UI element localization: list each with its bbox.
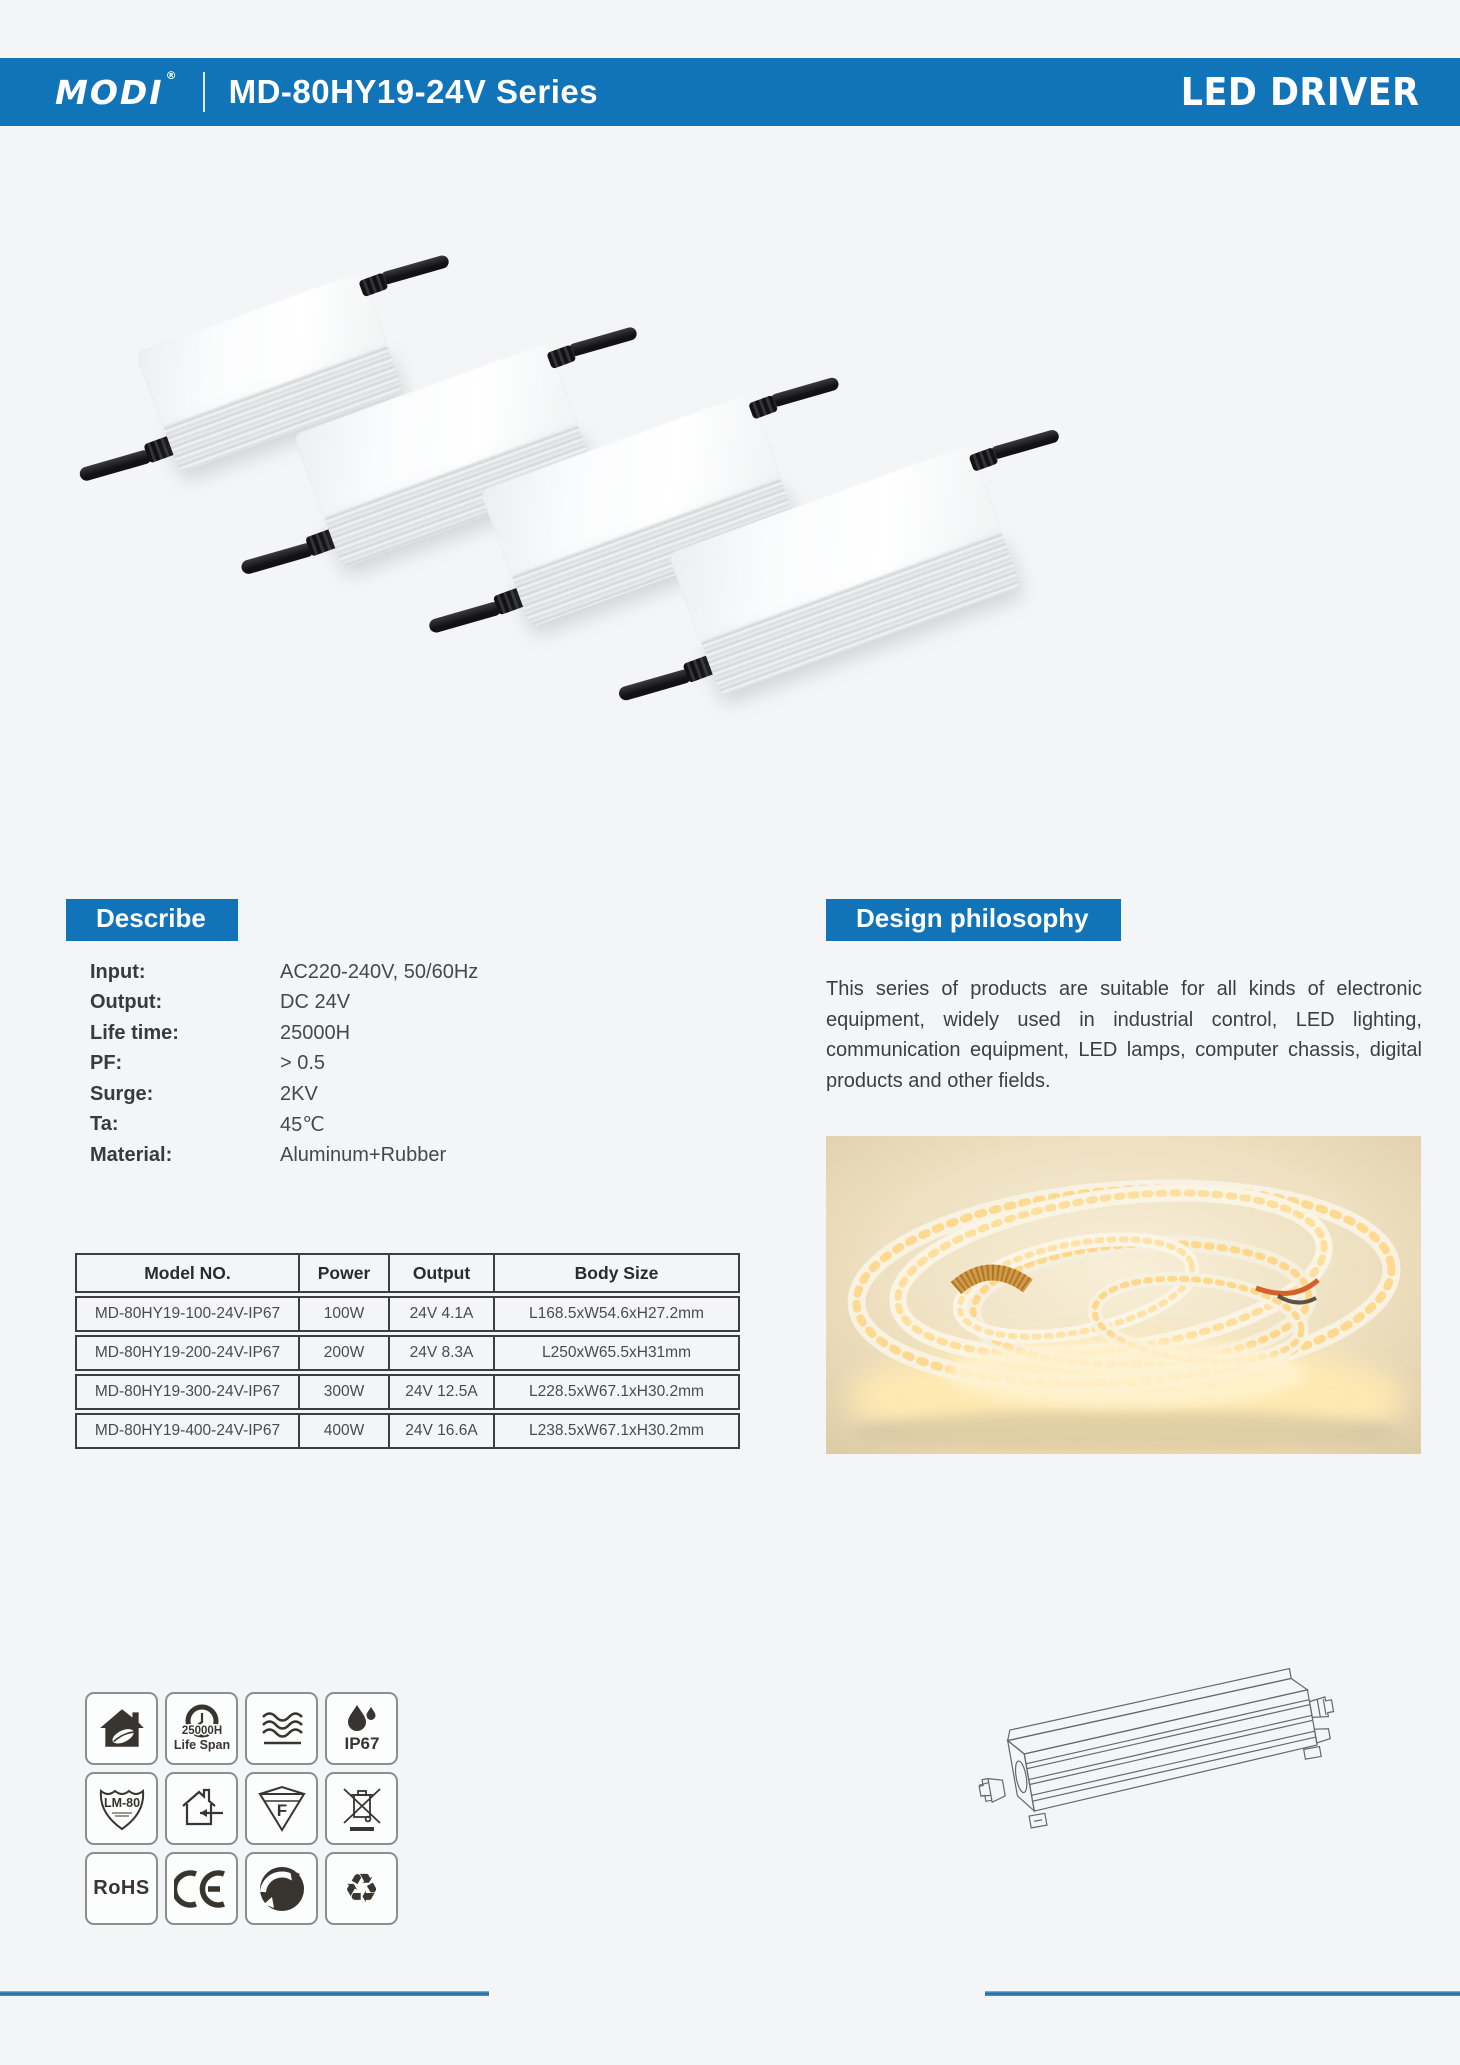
spec-row-pf <box>90 1049 650 1080</box>
spec-label: Material: <box>90 1143 173 1166</box>
product-type-label: LED DRIVER <box>1181 70 1420 114</box>
weee-bin-icon <box>325 1772 398 1845</box>
cell-model: MD-80HY19-300-24V-IP67 <box>75 1374 300 1410</box>
certification-icon-grid <box>85 1692 398 1925</box>
cell-power: 300W <box>300 1374 390 1410</box>
cell-model: MD-80HY19-400-24V-IP67 <box>75 1413 300 1449</box>
spec-value: Aluminum+Rubber <box>280 1143 447 1166</box>
cell-bodysize: L238.5xW67.1xH30.2mm <box>495 1413 740 1449</box>
rohs-label: RoHS <box>93 1877 150 1899</box>
cell-bodysize: L228.5xW67.1xH30.2mm <box>495 1374 740 1410</box>
cable-right <box>379 254 450 286</box>
cell-output: 24V 4.1A <box>390 1296 495 1332</box>
spec-row-ta <box>90 1110 650 1141</box>
lifespan-icon <box>165 1692 238 1765</box>
cable-left <box>617 668 692 702</box>
spec-label: Ta: <box>90 1113 119 1136</box>
lifespan-text-label: Life Span <box>173 1737 230 1752</box>
model-table <box>75 1250 740 1452</box>
col-header-model: Model NO. <box>75 1253 300 1293</box>
cable-left <box>428 601 503 635</box>
footer-rule-right <box>985 1991 1460 1996</box>
rohs-icon <box>85 1852 158 1925</box>
table-header-row <box>75 1253 740 1293</box>
cell-model: MD-80HY19-200-24V-IP67 <box>75 1335 300 1371</box>
footer-rule-left <box>0 1991 489 1996</box>
lm80-shield-icon <box>85 1772 158 1845</box>
cable-gland-right <box>358 272 388 297</box>
spec-label: Life time: <box>90 1021 179 1044</box>
spec-list <box>90 957 650 1171</box>
cable-right <box>769 377 840 409</box>
col-header-power: Power <box>300 1253 390 1293</box>
spec-value: AC220-240V, 50/60Hz <box>280 960 479 983</box>
led-strip-illustration <box>826 1136 1421 1454</box>
cell-bodysize: L168.5xW54.6xH27.2mm <box>495 1296 740 1332</box>
spec-value: DC 24V <box>280 991 351 1014</box>
eco-house-icon <box>85 1692 158 1765</box>
cell-output: 24V 12.5A <box>390 1374 495 1410</box>
spec-value: 25000H <box>280 1021 351 1044</box>
header-bar <box>0 58 1460 126</box>
col-header-output: Output <box>390 1253 495 1293</box>
ip67-label: IP67 <box>344 1733 379 1753</box>
spec-row-input <box>90 957 650 988</box>
cable-right <box>567 326 638 358</box>
spec-label: Input: <box>90 960 146 983</box>
spec-value: 45℃ <box>280 1114 325 1137</box>
cell-power: 100W <box>300 1296 390 1332</box>
lifespan-hours-label: 25000H <box>181 1724 222 1737</box>
cell-model: MD-80HY19-100-24V-IP67 <box>75 1296 300 1332</box>
f-mark-icon <box>245 1772 318 1845</box>
driver-line-drawing <box>972 1652 1357 1847</box>
table-row <box>75 1335 740 1371</box>
spec-label: Surge: <box>90 1082 154 1105</box>
spec-row-surge <box>90 1079 650 1110</box>
table-row <box>75 1374 740 1410</box>
spec-row-material <box>90 1140 650 1171</box>
cell-bodysize: L250xW65.5xH31mm <box>495 1335 740 1371</box>
cable-left <box>240 542 315 576</box>
design-philosophy-text: This series of products are suitable for all kinds of electronic equipment, widely used in industrial control, LED lighting, communication equipment, LED lamps, computer chassis, digital products and other fields. <box>826 978 1422 1092</box>
ip67-icon <box>325 1692 398 1765</box>
header-divider <box>203 72 205 112</box>
waves-icon <box>245 1692 318 1765</box>
spec-row-output <box>90 988 650 1019</box>
spec-label: PF: <box>90 1052 123 1075</box>
spec-value: 2KV <box>280 1082 318 1105</box>
ce-icon <box>165 1852 238 1925</box>
brand-name: MODI <box>55 72 164 112</box>
recycle-glyph: ♻ <box>343 1865 380 1912</box>
spec-label: Output: <box>90 991 163 1014</box>
cable-right <box>989 428 1060 460</box>
green-dot-icon <box>245 1852 318 1925</box>
table-row <box>75 1413 740 1449</box>
col-header-bodysize: Body Size <box>495 1253 740 1293</box>
registered-mark: ® <box>165 68 179 82</box>
f-mark-label: F <box>276 1800 287 1820</box>
brand-logo <box>55 68 179 112</box>
spec-value: > 0.5 <box>280 1052 326 1075</box>
led-strip-photo <box>826 1136 1421 1454</box>
spec-row-lifetime <box>90 1018 650 1049</box>
cell-output: 24V 16.6A <box>390 1413 495 1449</box>
cable-left <box>78 449 153 483</box>
lm80-label: LM-80 <box>103 1795 140 1810</box>
design-philosophy-section-title: Design philosophy <box>826 899 1121 941</box>
describe-section-title: Describe <box>66 899 238 941</box>
page-title: MD-80HY19-24V Series <box>228 73 599 110</box>
cell-power: 400W <box>300 1413 390 1449</box>
indoor-use-icon <box>165 1772 238 1845</box>
cell-power: 200W <box>300 1335 390 1371</box>
table-row <box>75 1296 740 1332</box>
cell-output: 24V 8.3A <box>390 1335 495 1371</box>
recycle-icon <box>325 1852 398 1925</box>
